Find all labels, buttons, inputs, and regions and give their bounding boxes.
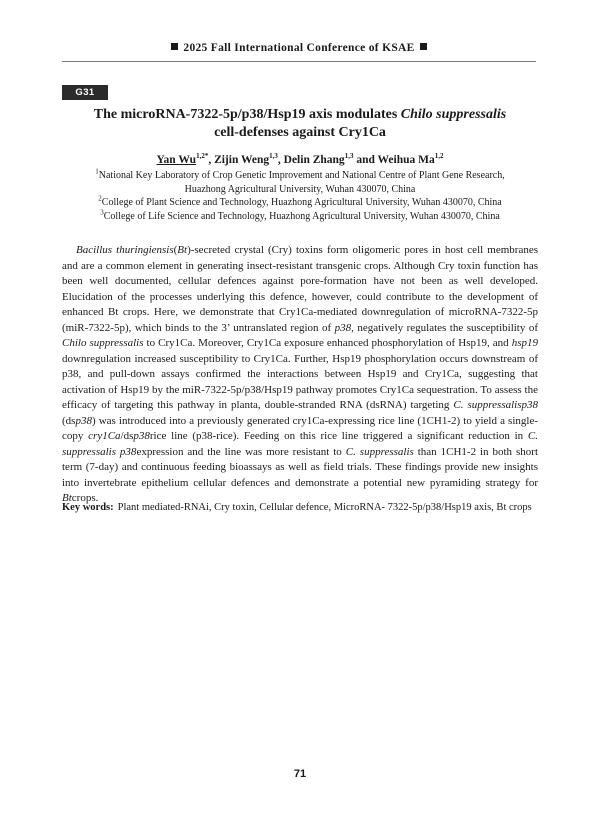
affiliation-line: Huazhong Agricultural University, Wuhan 430070, China xyxy=(184,183,416,195)
square-bullet-icon xyxy=(420,43,427,50)
author xyxy=(157,154,215,166)
title-part1: The microRNA-7322-5p/p38/Hsp19 axis modulates xyxy=(93,107,401,122)
abstract-text: than 1CH1-2 in both short term (7-day) and continuous feeding bioassays as well as field trials. These findings provide new insights into invertebrate epithelium cellular defences and demonstrate a potential new pyramiding strategy for xyxy=(62,445,538,489)
affiliation-line: National Key Laboratory of Crop Genetic Improvement and National Centre of Plant Gene Research, xyxy=(98,170,505,181)
author-affiliation: 1,2 xyxy=(196,152,205,161)
affiliation xyxy=(62,169,538,183)
header-rule xyxy=(62,61,536,62)
page-number: 71 xyxy=(293,768,307,780)
abstract-text: , negatively regulates the susceptibility of xyxy=(351,321,538,334)
abstract-text: cry1Ca xyxy=(88,430,121,442)
abstract-text: p38 xyxy=(133,430,150,442)
abstract-text: ) was introduced into a previously generated cry1Ca-expressing rice line (1CH1-2) to yield a single-copy xyxy=(62,414,538,442)
author-separator: , xyxy=(277,154,284,166)
abstract-text: Chilo suppressalis xyxy=(62,337,144,349)
author xyxy=(214,154,284,166)
affiliation xyxy=(62,210,538,224)
author-name: Delin Zhang xyxy=(283,154,345,166)
author-affiliation: 1,2 xyxy=(434,152,444,161)
abstract-text: C. suppressalis p38 xyxy=(62,430,538,458)
corresponding-mark: * xyxy=(204,152,209,161)
affiliation-line: College of Life Science and Technology, Huazhong Agricultural University, Wuhan 430070, China xyxy=(103,210,500,222)
affiliation-list xyxy=(62,169,538,223)
author-affiliation: 1,3 xyxy=(344,152,354,161)
abstract-paragraph xyxy=(62,243,538,507)
abstract-text: /ds xyxy=(120,430,134,442)
square-bullet-icon xyxy=(171,43,178,50)
abstract-text: (ds xyxy=(62,414,76,427)
title-species: Chilo suppressalis xyxy=(400,107,507,122)
keywords-text: Plant mediated-RNAi, Cry toxin, Cellular defence, MicroRNA- 7322-5p/p38/Hsp19 axis, Bt crops xyxy=(117,502,532,513)
author-separator: and xyxy=(353,154,378,166)
abstract-text: p38 xyxy=(334,321,352,334)
abstract-text: downregulation increased susceptibility to Cry1Ca. Further, Hsp19 phosphorylation occurs downstream of p38, and pull-down assays confirmed the interactions between Hsp19 and Cry1Ca, suggesting that activation of Hsp19 by the miR-7322-5p/p38/Hsp19 pathway promotes Cry1Ca sequestration. To assess the efficacy of targeting this pathway in planta, double-stranded RNA (dsRNA) targeting xyxy=(62,352,538,411)
abstract-text: Bt xyxy=(62,492,72,504)
author-name: Zijin Weng xyxy=(214,154,270,166)
abstract-text: ( xyxy=(173,244,178,256)
affiliation-number: 2 xyxy=(98,194,102,203)
abstract-text: Bacillus thuringiensis xyxy=(76,244,174,256)
author xyxy=(378,154,444,166)
author-name: Weihua Ma xyxy=(377,154,435,166)
conference-name: 2025 Fall International Conference of KSAE xyxy=(183,42,415,54)
paper-title xyxy=(90,106,510,142)
author xyxy=(284,154,378,166)
abstract-text: C. suppressalisp38 xyxy=(453,399,539,411)
abstract-text: expression and the line was more resistant to xyxy=(136,445,346,458)
affiliation-number: 1 xyxy=(95,167,99,176)
abstract-text: Bt xyxy=(177,244,188,256)
abstract-text: p38 xyxy=(75,414,92,427)
session-badge: G31 xyxy=(62,85,108,100)
conference-header xyxy=(62,42,536,54)
author-list xyxy=(80,154,520,166)
keywords-label: Key words: xyxy=(62,502,114,513)
abstract-text: )-secreted crystal (Cry) toxins form oligomeric pores in host cell membranes and are a common element in generating insect-resistant transgenic crops. Although Cry toxin function has been well documented, cellular defences against pore-formation have not been as well developed. Elucidation of the processes underlying this defence, however, could contribute to the development of enhanced Bt crops. Here, we demonstrate that Cry1Ca-mediated downregulation of microRNA-7322-5p (miR-7322-5p), which binds to the 3’ untranslated region of xyxy=(62,244,539,334)
affiliation xyxy=(62,196,538,210)
abstract-text: C. suppressalis xyxy=(345,445,414,458)
abstract xyxy=(62,243,538,507)
title-part2: cell-defenses against Cry1Ca xyxy=(214,125,386,140)
author-separator: , xyxy=(208,154,215,166)
abstract-text: hsp19 xyxy=(511,337,538,349)
abstract-text: to Cry1Ca. Moreover, Cry1Ca exposure enhanced phosphorylation of Hsp19, and xyxy=(143,337,512,349)
abstract-text: rice line (p38-rice). Feeding on this rice line triggered a significant reduction in xyxy=(149,430,528,442)
affiliation-line: College of Plant Science and Technology, Huazhong Agricultural University, Wuhan 430070, China xyxy=(101,197,502,208)
author-affiliation: 1,3 xyxy=(269,152,278,161)
abstract-text: crops. xyxy=(71,492,99,504)
affiliation-number: 3 xyxy=(100,208,104,217)
keywords xyxy=(62,500,538,515)
author-name: Yan Wu xyxy=(156,154,197,166)
